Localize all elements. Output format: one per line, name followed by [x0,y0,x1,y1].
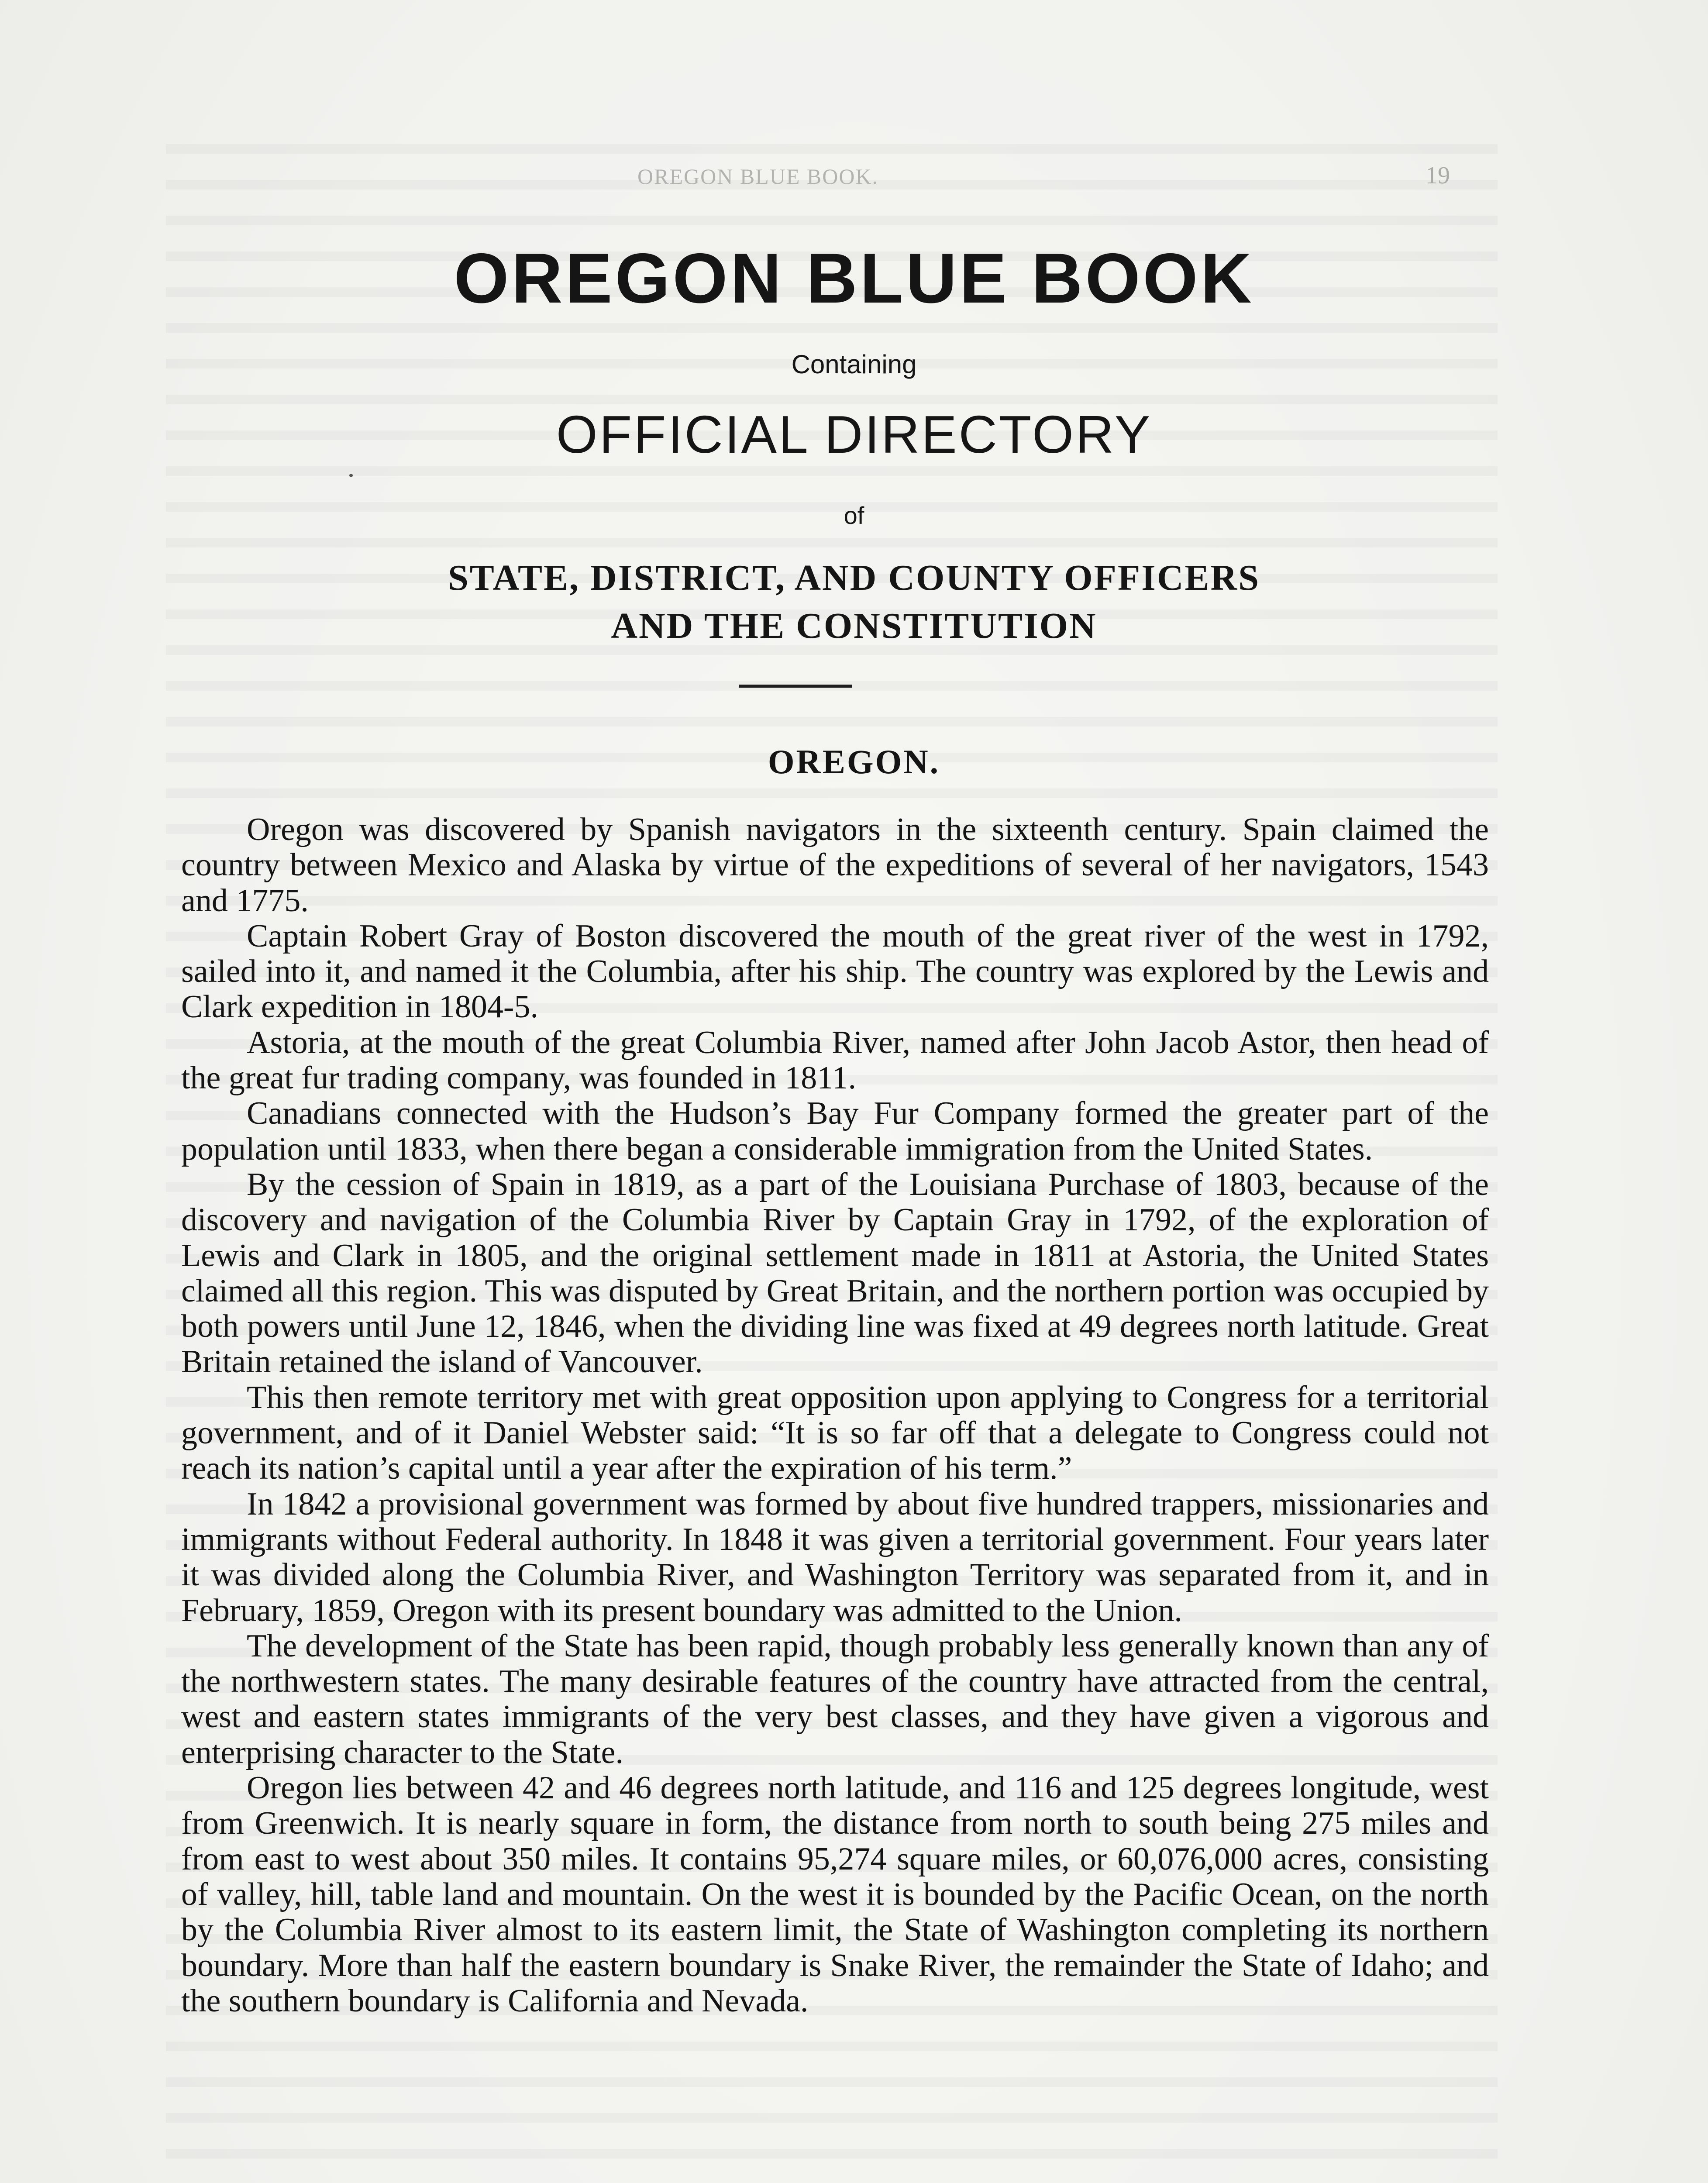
paragraph: By the cession of Spain in 1819, as a part of the Louisiana Purchase of 1803, because of the discovery and navigation of the Columbia River by Captain Gray in 1792, of the exploration of Lewis and Clark in 1805, and the original settlement made in 1811 at Astoria, the United States claimed all this region. This was disputed by Great Britain, and the northern portion was occupied by both powers until June 12, 1846, when the dividing line was fixed at 49 degrees north latitude. Great Britain retained the island of Vancouver. [181,1166,1489,1380]
subtitle-of: of [844,502,864,529]
subtitle-official-directory: OFFICIAL DIRECTORY [556,405,1152,464]
paragraph: Astoria, at the mouth of the great Columbia River, named after John Jacob Astor, then head of the great fur trading company, was founded in 1811. [181,1024,1489,1096]
paragraph: In 1842 a provisional government was formed by about five hundred trappers, missionaries and immigrants without Federal authority. In 1848 it was given a territorial government. Four years later it was divided along the Columbia River, and Washington Territory was separated from it, and in February, 1859, Oregon with its present boundary was admitted to the Union. [181,1486,1489,1629]
section-heading: OREGON. [768,743,940,781]
running-head: OREGON BLUE BOOK. [637,164,879,189]
paragraph: Oregon lies between 42 and 46 degrees north latitude, and 116 and 125 degrees longitude, west from Greenwich. It is nearly square in form, the distance from north to south being 275 miles and from east to west about 350 miles. It contains 95,274 square miles, or 60,076,000 acres, consisting of valley, hill, table land and mountain. On the west it is bounded by the Pacific Ocean, on the north by the Columbia River almost to its eastern limit, the State of Washington completing its northern boundary. More than half the eastern boundary is Snake River, the remainder the State of Idaho; and the southern boundary is California and Nevada. [181,1770,1489,2019]
paragraph: Oregon was discovered by Spanish navigators in the sixteenth century. Spain claimed the country between Mexico and Alaska by virtue of the expeditions of several of her navigators, 1543 and 1775. [181,812,1489,919]
paragraph: Canadians connected with the Hudson’s Bay Fur Company formed the greater part of the population until 1833, when there began a considerable immigration from the United States. [181,1095,1489,1167]
paragraph: This then remote territory met with great opposition upon applying to Congress for a territorial government, and of it Daniel Webster said: “It is so far off that a delegate to Congress could not reach its nation’s capital until a year after the expiration of his term.” [181,1379,1489,1487]
paragraph: Captain Robert Gray of Boston discovered the mouth of the great river of the west in 1792, sailed into it, and named it the Columbia, after his ship. The country was explored by the Lewis and Clark expedition in 1804-5. [181,918,1489,1025]
divider-rule [739,685,852,688]
paragraph: The development of the State has been rapid, though probably less generally known than any of the northwestern states. The many desirable features of the country have attracted from the central, west and eastern states immigrants of the very best classes, and they have given a vigorous and enterprising character to the State. [181,1628,1489,1770]
book-title: OREGON BLUE BOOK [454,239,1254,318]
page-number: 19 [1426,162,1450,189]
print-speck [349,474,353,477]
subtitle-containing: Containing [791,350,917,379]
body-text [181,812,1489,2019]
subtitle-constitution-line: AND THE CONSTITUTION [611,606,1097,646]
subtitle-officers-line: STATE, DISTRICT, AND COUNTY OFFICERS [448,558,1260,598]
